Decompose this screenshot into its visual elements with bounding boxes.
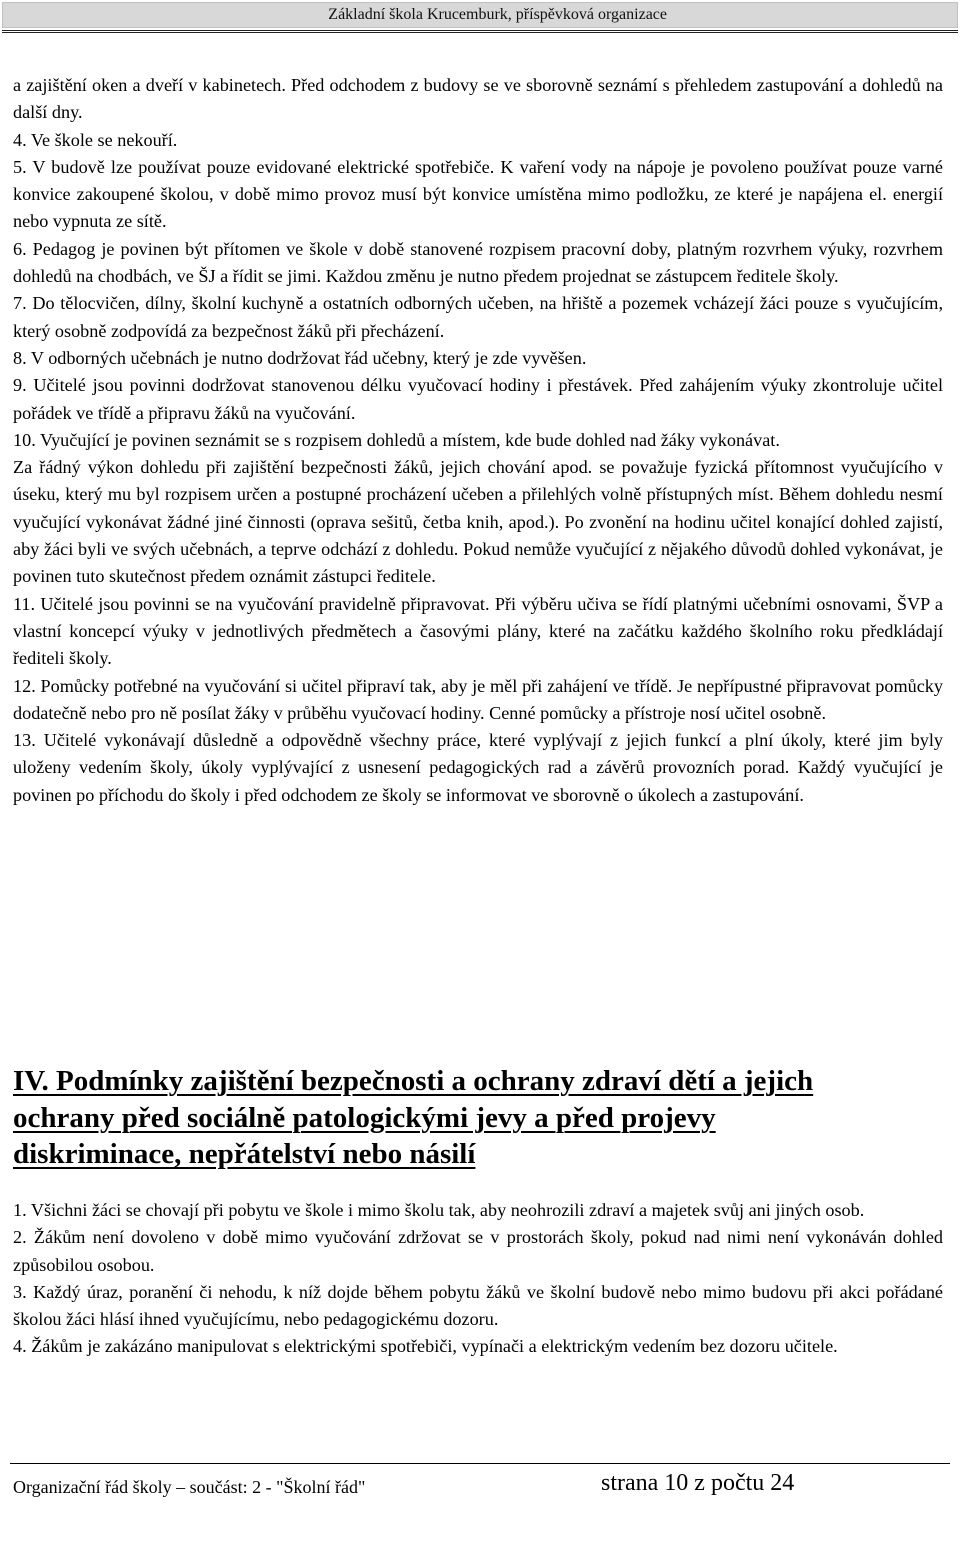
header-bar xyxy=(2,2,958,28)
footer-divider xyxy=(10,1463,950,1464)
footer-document-name: Organizační řád školy – součást: 2 - "Školní řád" xyxy=(13,1477,366,1497)
paragraph: 4. Ve škole se nekouří. xyxy=(13,129,178,150)
paragraph: 8. V odborných učebnách je nutno dodržovat řád učebny, který je zde vyvěšen. xyxy=(13,347,587,368)
section-items xyxy=(13,1197,943,1361)
paragraph: Za řádný výkon dohledu při zajištění bezpečnosti žáků, jejich chování apod. se považuje fyzická přítomnost vyučujícího v úseku, který mu byl rozpisem určen a postupné procházení učeben a přilehlých volně přístupných míst. Během dohledu nesmí vyučující vykonávat žádné jiné činnosti (oprava sešitů, četba knih, apod.). Po zvonění na hodinu učitel konající dohled zajistí, aby žáci byli ve svých učebnách, a teprve odchází z dohledu. Pokud nemůže vyučující z nějakého důvodů dohled vykonávat, je povinen tuto skutečnost předem oznámit zástupci ředitele. xyxy=(13,457,943,587)
section-heading-line: ochrany před sociálně patologickými jevy a před projevy xyxy=(13,1101,716,1134)
paragraph: 6. Pedagog je povinen být přítomen ve škole v době stanovené rozpisem pracovní doby, platným rozvrhem výuky, rozvrhem dohledů na chodbách, ve ŠJ a řídit se jimi. Každou změnu je nutno předem projednat se zástupcem ředitele školy. xyxy=(13,238,943,287)
page-footer xyxy=(13,1470,943,1502)
section-item: 4. Žákům je zakázáno manipulovat s elektrickými spotřebiči, vypínači a elektrickým vedením bez dozoru učitele. xyxy=(13,1336,838,1357)
footer-page-number: strana 10 z počtu 24 xyxy=(601,1470,795,1496)
main-text xyxy=(13,72,943,809)
section-item: 3. Každý úraz, poranění či nehodu, k níž dojde během pobytu žáků ve školní budově nebo mimo budovu při akci pořádané školou žáci hlásí ihned vyučujícímu, nebo pedagogickému dozoru. xyxy=(13,1281,943,1330)
section-item: 2. Žákům není dovoleno v době mimo vyučování zdržovat se v prostorách školy, pokud nad nimi není vykonáván dohled způsobilou osobou. xyxy=(13,1227,943,1275)
page-header xyxy=(0,0,960,36)
paragraph: 5. V budově lze používat pouze evidované elektrické spotřebiče. K vaření vody na nápoje je povoleno používat pouze varné konvice zakoupené školou, v době mimo provoz musí být konvice umístěna mimo podložku, ze které je napájena el. energií nebo vypnuta ze sítě. xyxy=(13,156,943,232)
section-heading-line: diskriminace, nepřátelství nebo násilí xyxy=(13,1138,476,1170)
paragraph: a zajištění oken a dveří v kabinetech. Před odchodem z budovy se ve sborovně seznámí s přehledem zastupování a dohledů na další dny. xyxy=(13,75,943,123)
section-item: 1. Všichni žáci se chovají při pobytu ve škole i mimo školu tak, aby neohrozili zdraví a majetek svůj ani jiných osob. xyxy=(13,1200,865,1220)
header-title: Základní škola Krucemburk, příspěvková organizace xyxy=(328,6,667,23)
paragraph: 12. Pomůcky potřebné na vyučování si učitel připraví tak, aby je měl při zahájení ve třídě. Je nepřípustné připravovat pomůcky dodatečně nebo pro ně posílat žáky v průběhu vyučovací hodiny. Cenné pomůcky a přístroje nosí učitel osobně. xyxy=(13,675,943,723)
paragraph: 9. Učitelé jsou povinni dodržovat stanovenou délku vyučovací hodiny i přestávek. Před zahájením výuky zkontroluje učitel pořádek ve třídě a připravu žáků na vyučování. xyxy=(13,375,943,423)
section-heading xyxy=(13,1063,913,1173)
paragraph: 7. Do tělocvičen, dílny, školní kuchyně a ostatních odborných učeben, na hřiště a pozemek vcházejí žáci pouze s vyučujícím, který osobně zodpovídá za bezpečnost žáků při přecházení. xyxy=(13,293,943,341)
paragraph: 11. Učitelé jsou povinni se na vyučování pravidelně připravovat. Při výběru učiva se řídí platnými učebními osnovami, ŠVP a vlastní koncepcí výuky v jednotlivých předmětech a časovými plány, které na začátku každého školního roku předkládají řediteli školy. xyxy=(13,593,943,669)
paragraph: 10. Vyučující je povinen seznámit se s rozpisem dohledů a místem, kde bude dohled nad žáky vykonávat. xyxy=(13,429,780,450)
header-divider xyxy=(2,30,958,33)
section-heading-line: IV. Podmínky zajištění bezpečnosti a ochrany zdraví dětí a jejich xyxy=(13,1065,814,1097)
paragraph: 13. Učitelé vykonávají důsledně a odpovědně všechny práce, které vyplývají z jejich funkcí a plní úkoly, které jim byly uloženy vedením školy, úkoly vyplývající z usnesení pedagogických rad a závěrů provozních porad. Každý vyučující je povinen po příchodu do školy i před odchodem ze školy se informovat ve sborovně o úkolech a zastupování. xyxy=(13,730,943,805)
